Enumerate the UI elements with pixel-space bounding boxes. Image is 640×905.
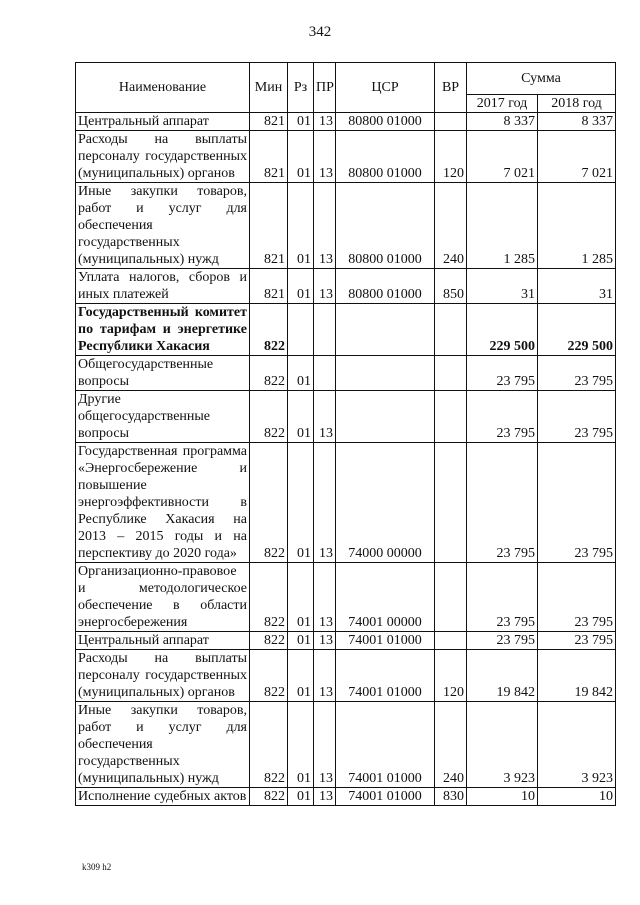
- header-pr: ПР: [314, 63, 336, 113]
- row-name: Центральный аппарат: [76, 113, 250, 131]
- row-amount-2017: 23 795: [467, 443, 538, 563]
- row-name: Расходы на выплаты персоналу государственных (муниципальных) органов: [76, 131, 250, 183]
- row-min: 822: [250, 650, 288, 702]
- row-csr: 74001 01000: [336, 788, 435, 806]
- row-rz: 01: [288, 131, 314, 183]
- row-amount-2017: 3 923: [467, 702, 538, 788]
- table-row: [76, 650, 616, 702]
- row-amount-2018: 8 337: [538, 113, 616, 131]
- row-name: Общегосударственные вопросы: [76, 356, 250, 391]
- row-pr: 13: [314, 113, 336, 131]
- row-rz: 01: [288, 443, 314, 563]
- table-body: [76, 113, 616, 806]
- row-pr: 13: [314, 563, 336, 632]
- table-row: [76, 304, 616, 356]
- row-rz: 01: [288, 391, 314, 443]
- row-vr: 830: [435, 788, 467, 806]
- footer-code: k309 h2: [82, 862, 112, 872]
- row-rz: 01: [288, 702, 314, 788]
- row-csr: [336, 391, 435, 443]
- header-year-2018: 2018 год: [538, 95, 616, 113]
- row-vr: [435, 304, 467, 356]
- row-name: Расходы на выплаты персоналу государственных (муниципальных) органов: [76, 650, 250, 702]
- row-csr: 74000 00000: [336, 443, 435, 563]
- row-pr: 13: [314, 131, 336, 183]
- row-name: Другие общегосударственные вопросы: [76, 391, 250, 443]
- header-min: Мин: [250, 63, 288, 113]
- table-row: [76, 443, 616, 563]
- row-name: Иные закупки товаров, работ и услуг для обеспечения государственных (муниципальных) нужд: [76, 702, 250, 788]
- row-vr: [435, 391, 467, 443]
- table-row: [76, 788, 616, 806]
- row-rz: 01: [288, 269, 314, 304]
- row-amount-2018: 229 500: [538, 304, 616, 356]
- row-vr: 240: [435, 183, 467, 269]
- row-rz: 01: [288, 788, 314, 806]
- row-pr: 13: [314, 269, 336, 304]
- row-amount-2018: 1 285: [538, 183, 616, 269]
- row-min: 822: [250, 304, 288, 356]
- row-csr: [336, 356, 435, 391]
- table-row: [76, 131, 616, 183]
- row-csr: 80800 01000: [336, 113, 435, 131]
- row-amount-2018: 3 923: [538, 702, 616, 788]
- table-row: [76, 563, 616, 632]
- table-row: [76, 391, 616, 443]
- row-min: 821: [250, 113, 288, 131]
- row-vr: 120: [435, 131, 467, 183]
- row-vr: [435, 632, 467, 650]
- table-row: [76, 356, 616, 391]
- row-amount-2018: 23 795: [538, 632, 616, 650]
- row-name: Исполнение судебных актов: [76, 788, 250, 806]
- row-amount-2018: 23 795: [538, 391, 616, 443]
- header-vr: ВР: [435, 63, 467, 113]
- table-row: [76, 632, 616, 650]
- table-row: [76, 269, 616, 304]
- table-row: [76, 183, 616, 269]
- row-vr: [435, 443, 467, 563]
- page-number: 342: [308, 24, 332, 40]
- row-min: 821: [250, 269, 288, 304]
- row-csr: 74001 01000: [336, 702, 435, 788]
- header-rz: Рз: [288, 63, 314, 113]
- table-row: [76, 113, 616, 131]
- row-amount-2018: 10: [538, 788, 616, 806]
- row-pr: 13: [314, 183, 336, 269]
- row-amount-2018: 31: [538, 269, 616, 304]
- row-csr: 80800 01000: [336, 131, 435, 183]
- row-name: Иные закупки товаров, работ и услуг для обеспечения государственных (муниципальных) нужд: [76, 183, 250, 269]
- row-pr: 13: [314, 391, 336, 443]
- row-vr: [435, 563, 467, 632]
- row-vr: [435, 356, 467, 391]
- row-amount-2017: 23 795: [467, 632, 538, 650]
- row-name: Государственная программа «Энергосбережение и повышение энергоэффективности в Республике Хакасия на 2013 – 2015 годы и на перспективу до 2020 года»: [76, 443, 250, 563]
- row-csr: 74001 00000: [336, 563, 435, 632]
- row-amount-2017: 19 842: [467, 650, 538, 702]
- row-pr: 13: [314, 650, 336, 702]
- row-rz: 01: [288, 632, 314, 650]
- row-vr: 850: [435, 269, 467, 304]
- row-min: 821: [250, 131, 288, 183]
- header-sum: Сумма: [467, 63, 616, 95]
- row-amount-2017: 229 500: [467, 304, 538, 356]
- row-min: 822: [250, 702, 288, 788]
- row-csr: 80800 01000: [336, 269, 435, 304]
- row-amount-2018: 7 021: [538, 131, 616, 183]
- row-min: 822: [250, 563, 288, 632]
- row-name: Уплата налогов, сборов и иных платежей: [76, 269, 250, 304]
- row-csr: 74001 01000: [336, 632, 435, 650]
- row-csr: [336, 304, 435, 356]
- row-amount-2018: 23 795: [538, 356, 616, 391]
- row-vr: [435, 113, 467, 131]
- budget-table: [75, 62, 616, 806]
- row-rz: 01: [288, 113, 314, 131]
- row-vr: 120: [435, 650, 467, 702]
- row-name: Центральный аппарат: [76, 632, 250, 650]
- row-rz: [288, 304, 314, 356]
- row-amount-2017: 23 795: [467, 391, 538, 443]
- row-rz: 01: [288, 563, 314, 632]
- row-amount-2017: 23 795: [467, 356, 538, 391]
- header-csr: ЦСР: [336, 63, 435, 113]
- row-name: Организационно-правовое и методологическое обеспечение в области энергосбережения: [76, 563, 250, 632]
- row-amount-2017: 1 285: [467, 183, 538, 269]
- row-pr: [314, 356, 336, 391]
- row-vr: 240: [435, 702, 467, 788]
- row-csr: 74001 01000: [336, 650, 435, 702]
- row-amount-2018: 19 842: [538, 650, 616, 702]
- row-csr: 80800 01000: [336, 183, 435, 269]
- header-year-2017: 2017 год: [467, 95, 538, 113]
- table-row: [76, 702, 616, 788]
- row-min: 822: [250, 391, 288, 443]
- row-min: 822: [250, 632, 288, 650]
- row-rz: 01: [288, 183, 314, 269]
- row-min: 822: [250, 788, 288, 806]
- row-pr: [314, 304, 336, 356]
- row-pr: 13: [314, 788, 336, 806]
- row-amount-2017: 10: [467, 788, 538, 806]
- row-rz: 01: [288, 650, 314, 702]
- row-min: 821: [250, 183, 288, 269]
- row-rz: 01: [288, 356, 314, 391]
- row-amount-2017: 7 021: [467, 131, 538, 183]
- row-amount-2017: 8 337: [467, 113, 538, 131]
- row-pr: 13: [314, 702, 336, 788]
- row-min: 822: [250, 443, 288, 563]
- row-name: Государственный комитет по тарифам и энергетике Республики Хакасия: [76, 304, 250, 356]
- row-pr: 13: [314, 632, 336, 650]
- row-amount-2017: 31: [467, 269, 538, 304]
- row-amount-2018: 23 795: [538, 563, 616, 632]
- row-pr: 13: [314, 443, 336, 563]
- header-name: Наименование: [76, 63, 250, 113]
- row-amount-2018: 23 795: [538, 443, 616, 563]
- row-min: 822: [250, 356, 288, 391]
- row-amount-2017: 23 795: [467, 563, 538, 632]
